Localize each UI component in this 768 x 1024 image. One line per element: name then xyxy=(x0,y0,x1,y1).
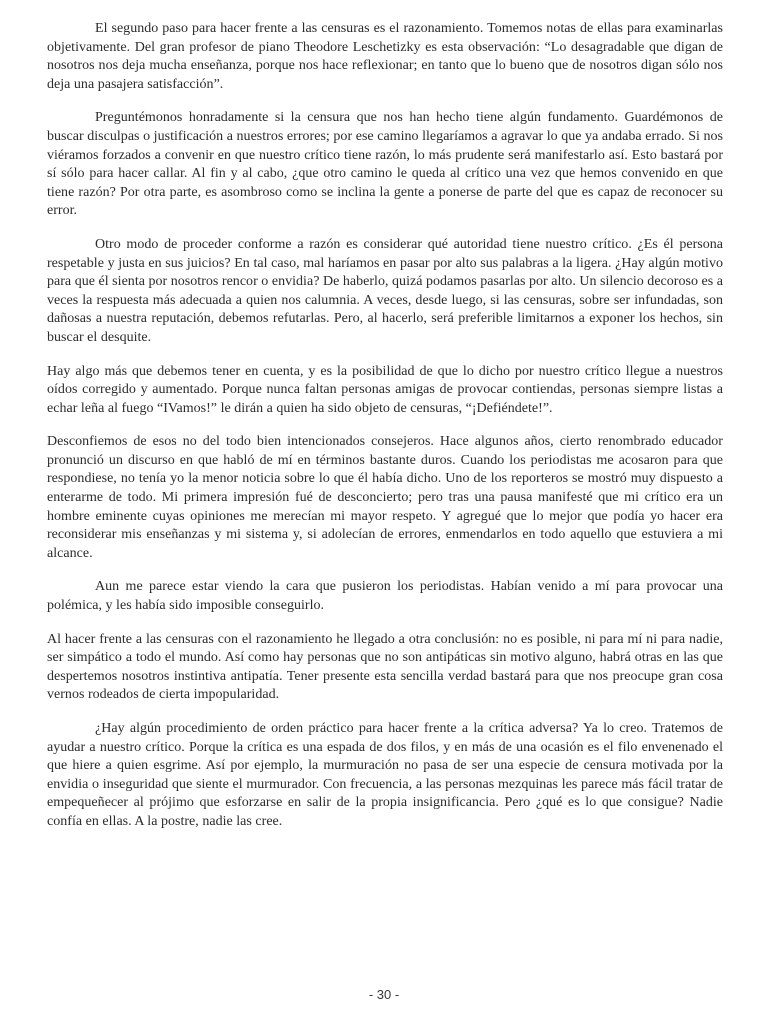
paragraph-6: Aun me parece estar viendo la cara que pusieron los periodistas. Habían venido a mí para provocar una polémica, y les había sido imposible conseguirlo. xyxy=(47,579,723,614)
paragraph-5: Desconfiemos de esos no del todo bien intencionados consejeros. Hace algunos años, cierto renombrado educador pronunció un discurso en que habló de mí en términos bastante duros. Cuando los periodistas me acosaron para que respondiese, no tenía yo la menor noticia sobre lo que él había dicho. Uno de los reporteros se mostró muy dispuesto a enterarme de todo. Mi primera impresión fué de desconcierto; pero tras una pausa manifesté que mi crítico era un hombre eminente cuyas opiniones me merecían mi mayor respeto. Y agregué que lo mejor que podía yo hacer era reconsiderar mis enseñanzas y mi sistema y, si adolecían de errores, enmendarlos en todo aquello que estuviera a mi alcance. xyxy=(47,434,723,561)
paragraph-2: Preguntémonos honradamente si la censura que nos han hecho tiene algún fundamento. Guardémonos de buscar disculpas o justificación a nuestros errores; por ese camino llegaríamos a agravar lo que ya andaba errado. Si nos viéramos forzados a convenir en que nuestro crítico tiene razón, lo más prudente será manifestarlo así. Esto bastará por sí sólo para hacer callar. Al fin y al cabo, ¿que otro camino le queda al crítico una vez que hemos convenido en que tiene razón? Por otra parte, es asombroso como se inclina la gente a ponerse de parte del que es capaz de reconocer su error. xyxy=(47,110,723,219)
page-number: - 30 - xyxy=(368,987,400,1002)
paragraph-8: ¿Hay algún procedimiento de orden práctico para hacer frente a la crítica adversa? Ya lo creo. Tratemos de ayudar a nuestro crítico. Porque la crítica es una espada de dos filos, y en más de una ocasión es el filo envenenado el que hiere a quien esgrime. Así por ejemplo, la murmuración no pasa de ser una especie de censura motivada por la envidia o inseguridad que siente el murmurador. Con frecuencia, a las personas mezquinas les parece más fácil tratar de empequeñecer al prójimo que esforzarse en salir de la propia insignificancia. Pero ¿qué es lo que consigue? Nadie confía en ellas. A la postre, nadie las cree. xyxy=(47,721,723,829)
paragraph-4: Hay algo más que debemos tener en cuenta, y es la posibilidad de que lo dicho por nuestro crítico llegue a nuestros oídos corregido y aumentado. Porque nunca faltan personas amigas de provocar contiendas, personas siempre listas a echar leña al fuego “IVamos!” le dirán a quien ha sido objeto de censuras, “¡Defiéndete!”. xyxy=(47,363,723,416)
paragraph-1: El segundo paso para hacer frente a las censuras es el razonamiento. Tomemos notas de ellas para examinarlas objetivamente. Del gran profesor de piano Theodore Leschetizky es esta observación: “Lo desagradable que digan de nosotros nos deja mucha enseñanza, porque nos hace reflexionar; en tanto que lo bueno que de nosotros digan sólo nos deja una pasajera satisfacción”. xyxy=(47,21,723,92)
page-body xyxy=(47,20,723,847)
paragraph-3: Otro modo de proceder conforme a razón es considerar qué autoridad tiene nuestro crítico. ¿Es él persona respetable y justa en sus juicios? En tal caso, mal haríamos en pasar por alto sus palabras a la ligera. ¿Hay algún motivo para que él sienta por nosotros rencor o envidia? De haberlo, quizá podamos pasarlas por alto. Un silencio decoroso es a veces la respuesta más adecuada a quien nos calumnia. A veces, desde luego, si las censuras, sobre ser infundadas, son dañosas a nuestra reputación, debemos refutarlas. Pero, al hacerlo, será preferible limitarnos a exponer los hechos, sin buscar el desquite. xyxy=(47,236,723,345)
paragraph-7: Al hacer frente a las censuras con el razonamiento he llegado a otra conclusión: no es posible, ni para mí ni para nadie, ser simpático a todo el mundo. Así como hay personas que no son antipáticas sin motivo alguno, habrá otras en las que despertemos nosotros instintiva antipatía. Tener presente esta sencilla verdad bastará para que nos preocupe gran cosa vernos rodeados de cierta impopularidad. xyxy=(47,631,723,703)
